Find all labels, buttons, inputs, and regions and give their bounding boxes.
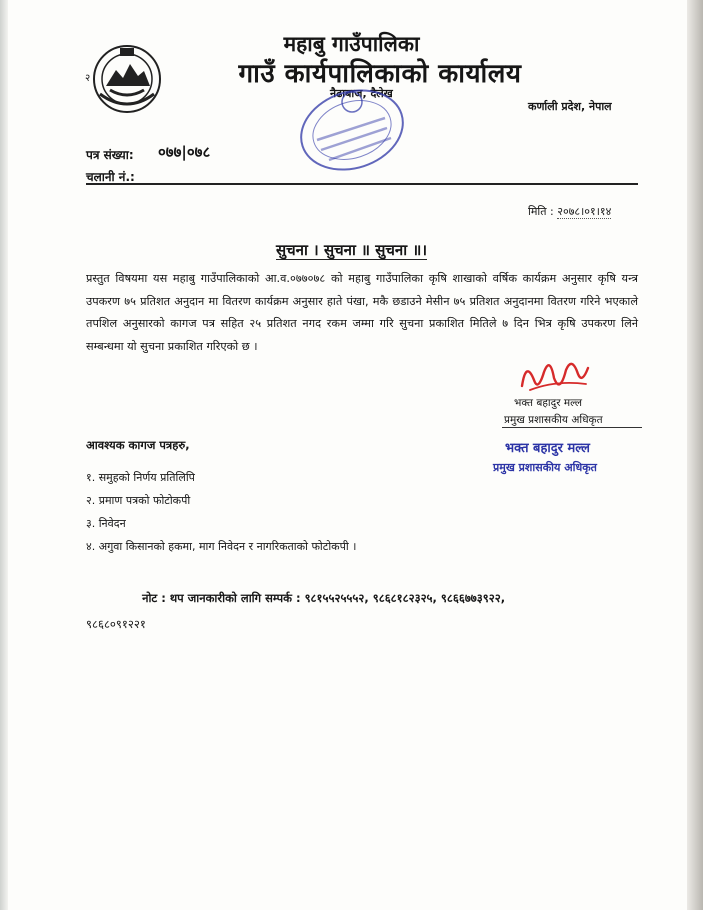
date-label: मिति :	[528, 205, 554, 218]
office-name: गाउँ कार्यपालिकाको कार्यालय	[238, 59, 522, 89]
document-item: १. समुहको निर्णय प्रतिलिपि	[86, 471, 195, 484]
scan-left-edge	[0, 0, 8, 910]
date-value: २०७८।०१।१४	[557, 205, 612, 218]
signatory-name: भक्त बहादुर मल्ल	[514, 397, 582, 409]
required-documents-list	[86, 470, 356, 562]
dispatch-number-label: चलानी नं.:	[86, 170, 135, 184]
signature-underline	[502, 427, 642, 428]
scan-right-edge	[687, 0, 703, 910]
contact-phones: ९८१५५२५५५२, ९८६८१८२३२५, ९८६६७७३९२२,	[300, 591, 506, 605]
reference-number: ०७७|०७८	[158, 143, 211, 161]
contact-note-label: नोट : थप जानकारीको लागि सम्पर्क :	[142, 591, 301, 605]
contact-phone-last: ९८६८०९१२२१	[86, 617, 146, 631]
emblem-number: २	[85, 73, 91, 84]
notice-body: प्रस्तुत विषयमा यस महाबु गाउँपालिकाको आ.व.०७७०७८ को महाबु गाउँपालिका कृषि शाखाको वर्षिक कार्यक्रम अनुसार कृषि यन्त्र उपकरण ७५ प्रतिशत अनुदान मा वितरण कार्यक्रम अनुसार हाते पंखा, मकै छडाउने मेसीन ७५ प्रतिशत अनुदानमा वितरण गरिने भएकाले तपशिल अनुसारको कागज पत्र सहित २५ प्रतिशत नगद रकम जम्मा गरि सुचना प्रकाशित मितिले ७ दिन भित्र कृषि उपकरण लिने सम्बन्धमा यो सुचना प्रकाशित गरिएको छ ।	[86, 272, 638, 353]
contact-note	[86, 585, 646, 637]
office-seal-stamp	[295, 82, 410, 177]
document-item: ४. अगुवा किसानको हकमा, माग निवेदन र नागरिकताको फोटोकपी ।	[86, 540, 357, 553]
notice-heading-text: सुचना । सुचना ॥ सुचना ॥।	[275, 241, 428, 259]
office-province: कर्णाली प्रदेश, नेपाल	[528, 100, 612, 113]
signatory-title: प्रमुख प्रशासकीय अधिकृत	[504, 414, 603, 426]
notice-heading	[0, 240, 703, 260]
header-divider	[86, 183, 638, 185]
letter-date	[528, 204, 611, 219]
required-documents-heading: आवश्यक कागज पत्रहरु,	[86, 438, 190, 452]
document-item: २. प्रमाण पत्रको फोटोकपी	[86, 494, 191, 507]
signatory-stamp-title: प्रमुख प्रशासकीय अधिकृत	[493, 461, 597, 474]
document-item: ३. निवेदन	[86, 517, 126, 530]
municipality-name: महाबु गाउँपालिका	[283, 32, 420, 56]
office-address: नैढाबाज, दैलेख	[330, 87, 393, 100]
handwritten-signature	[516, 350, 591, 400]
reference-label: पत्र संख्या:	[86, 148, 134, 162]
signatory-stamp-name: भक्त बहादुर मल्ल	[505, 441, 590, 456]
